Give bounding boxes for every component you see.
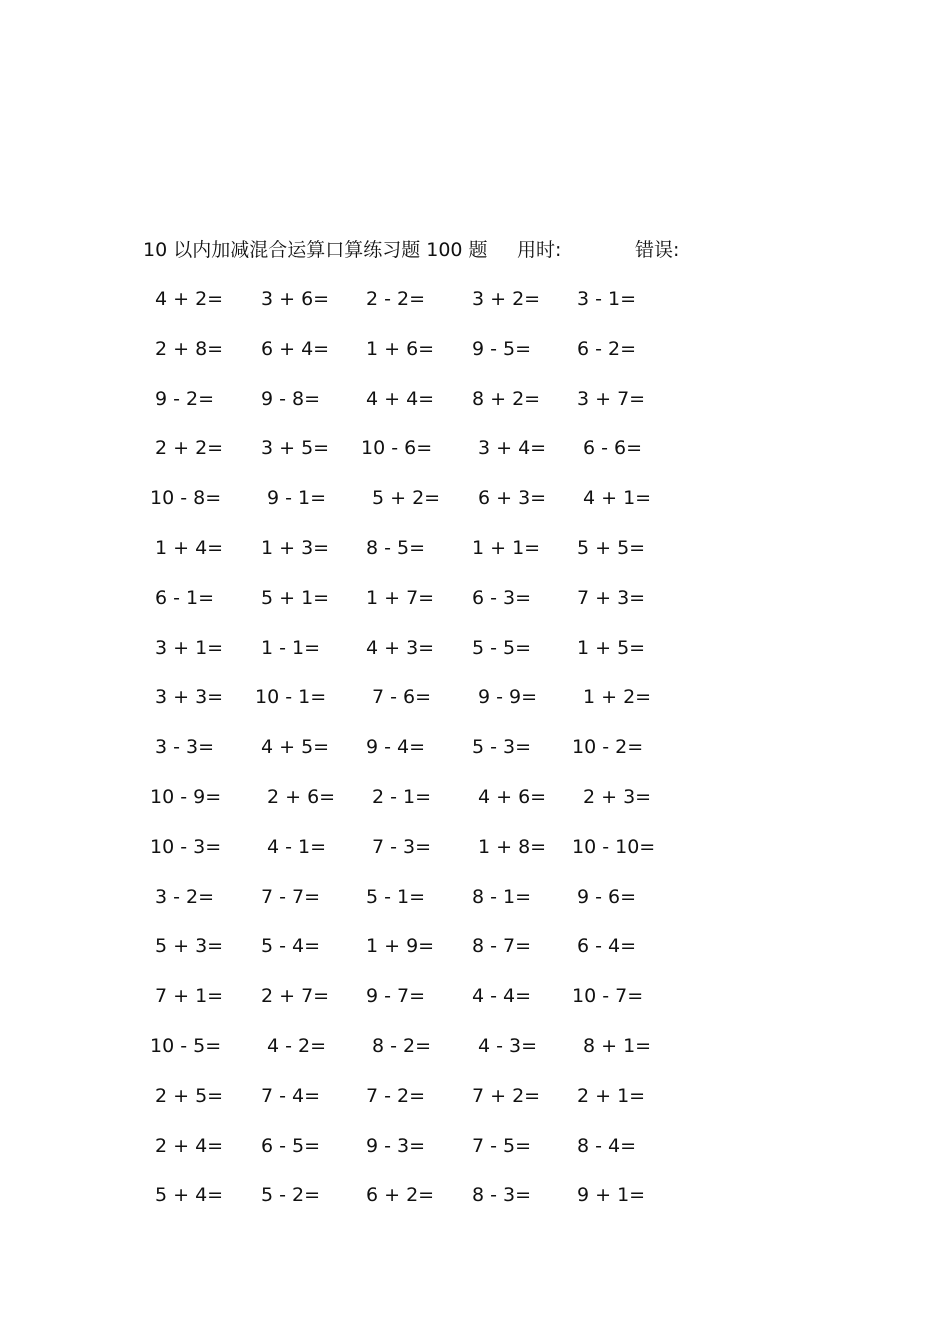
problem-item: 5 + 4= (155, 1184, 224, 1207)
problem-item: 5 - 4= (261, 935, 321, 958)
problem-item: 7 + 1= (155, 985, 224, 1008)
problem-item: 7 - 4= (261, 1084, 321, 1107)
problem-item: 4 + 2= (155, 288, 224, 310)
problem-item: 3 + 1= (155, 636, 224, 659)
problem-item: 1 + 6= (366, 337, 435, 360)
problem-item: 3 - 2= (155, 885, 215, 908)
problem-row (0, 882, 950, 912)
problem-row (0, 583, 950, 613)
problem-item: 2 + 3= (583, 786, 652, 808)
problem-row (0, 732, 950, 762)
problem-item: 3 - 3= (155, 736, 215, 759)
problem-item: 3 + 6= (261, 288, 330, 310)
problem-item: 1 + 3= (261, 537, 330, 559)
problem-item: 2 + 1= (577, 1084, 646, 1107)
problem-item: 1 + 2= (583, 686, 652, 709)
problem-item: 10 - 8= (150, 487, 222, 510)
problem-item: 2 + 2= (155, 437, 224, 460)
problem-item: 4 + 4= (366, 387, 435, 410)
problem-item: 1 + 9= (366, 935, 435, 958)
problem-item: 4 - 3= (478, 1035, 538, 1057)
problem-item: 9 - 4= (366, 736, 426, 759)
problem-item: 8 - 4= (577, 1134, 637, 1157)
problem-row (0, 483, 950, 513)
problem-row (0, 433, 950, 463)
problem-row (0, 682, 950, 712)
problem-item: 6 - 3= (472, 586, 532, 609)
problem-item: 8 - 7= (472, 935, 532, 958)
problem-row (0, 782, 950, 812)
problem-row (0, 384, 950, 414)
problem-row (0, 931, 950, 961)
problem-item: 4 + 6= (478, 786, 547, 808)
problem-item: 9 - 9= (478, 686, 538, 709)
problem-item: 9 - 5= (472, 337, 532, 360)
problem-item: 10 - 10= (572, 835, 656, 858)
problem-item: 9 + 1= (577, 1184, 646, 1207)
problem-item: 5 - 2= (261, 1184, 321, 1207)
problem-item: 5 + 2= (372, 487, 441, 510)
problem-item: 3 + 4= (478, 437, 547, 460)
problem-item: 1 + 1= (472, 537, 541, 559)
problem-item: 3 + 7= (577, 387, 646, 410)
worksheet-title: 10 以内加减混合运算口算练习题 100 题 (143, 239, 488, 261)
problem-item: 7 - 7= (261, 885, 321, 908)
problem-item: 7 - 5= (472, 1134, 532, 1157)
problem-item: 1 + 8= (478, 835, 547, 858)
problem-item: 5 - 3= (472, 736, 532, 759)
problem-row (0, 1180, 950, 1210)
problem-item: 5 - 1= (366, 885, 426, 908)
problem-item: 2 + 6= (267, 786, 336, 808)
problem-item: 4 - 4= (472, 985, 532, 1008)
problem-item: 1 - 1= (261, 636, 321, 659)
problem-row (0, 533, 950, 563)
problem-item: 6 + 3= (478, 487, 547, 510)
problem-item: 2 - 2= (366, 288, 426, 310)
problem-item: 7 - 6= (372, 686, 432, 709)
problem-item: 7 + 2= (472, 1084, 541, 1107)
problem-item: 1 + 5= (577, 636, 646, 659)
problem-row (0, 633, 950, 663)
problem-item: 5 + 3= (155, 935, 224, 958)
problem-item: 2 - 1= (372, 786, 432, 808)
problem-item: 4 - 2= (267, 1035, 327, 1057)
problem-item: 3 - 1= (577, 288, 637, 310)
problem-row (0, 334, 950, 364)
problem-item: 7 + 3= (577, 586, 646, 609)
problem-item: 7 - 3= (372, 835, 432, 858)
problem-item: 9 - 8= (261, 387, 321, 410)
problem-item: 6 - 2= (577, 337, 637, 360)
problem-item: 6 - 6= (583, 437, 643, 460)
problem-item: 2 + 7= (261, 985, 330, 1008)
problem-row (0, 1031, 950, 1061)
problem-item: 2 + 4= (155, 1134, 224, 1157)
problem-item: 7 - 2= (366, 1084, 426, 1107)
problem-item: 8 + 2= (472, 387, 541, 410)
problem-item: 5 + 1= (261, 586, 330, 609)
problem-item: 8 - 1= (472, 885, 532, 908)
problem-row (0, 1131, 950, 1161)
problem-item: 6 - 1= (155, 586, 215, 609)
problem-item: 10 - 6= (361, 437, 433, 460)
problem-item: 3 + 3= (155, 686, 224, 709)
problem-item: 2 + 5= (155, 1084, 224, 1107)
problem-item: 8 - 2= (372, 1035, 432, 1057)
problem-item: 9 - 1= (267, 487, 327, 510)
problem-item: 6 - 4= (577, 935, 637, 958)
problem-item: 8 - 5= (366, 537, 426, 559)
problem-item: 10 - 3= (150, 835, 222, 858)
problem-item: 9 - 7= (366, 985, 426, 1008)
problem-row (0, 1081, 950, 1111)
problem-item: 3 + 5= (261, 437, 330, 460)
problem-item: 9 - 2= (155, 387, 215, 410)
problem-item: 9 - 3= (366, 1134, 426, 1157)
problem-item: 4 + 1= (583, 487, 652, 510)
problem-item: 10 - 9= (150, 786, 222, 808)
problem-item: 6 + 4= (261, 337, 330, 360)
problem-item: 5 - 5= (472, 636, 532, 659)
problem-item: 10 - 1= (255, 686, 327, 709)
problem-item: 4 + 5= (261, 736, 330, 759)
problem-item: 6 + 2= (366, 1184, 435, 1207)
problem-item: 8 + 1= (583, 1035, 652, 1057)
problem-item: 6 - 5= (261, 1134, 321, 1157)
problem-item: 1 + 7= (366, 586, 435, 609)
problem-item: 2 + 8= (155, 337, 224, 360)
problem-item: 10 - 5= (150, 1035, 222, 1057)
problem-item: 3 + 2= (472, 288, 541, 310)
problem-item: 4 - 1= (267, 835, 327, 858)
errors-label: 错误: (635, 239, 680, 261)
problem-item: 4 + 3= (366, 636, 435, 659)
problem-item: 10 - 7= (572, 985, 644, 1008)
problem-row (0, 284, 950, 314)
time-used-label: 用时: (517, 239, 562, 261)
problem-item: 5 + 5= (577, 537, 646, 559)
problem-item: 9 - 6= (577, 885, 637, 908)
problem-item: 10 - 2= (572, 736, 644, 759)
problem-row (0, 981, 950, 1011)
problem-item: 8 - 3= (472, 1184, 532, 1207)
problem-row (0, 832, 950, 862)
problem-item: 1 + 4= (155, 537, 224, 559)
